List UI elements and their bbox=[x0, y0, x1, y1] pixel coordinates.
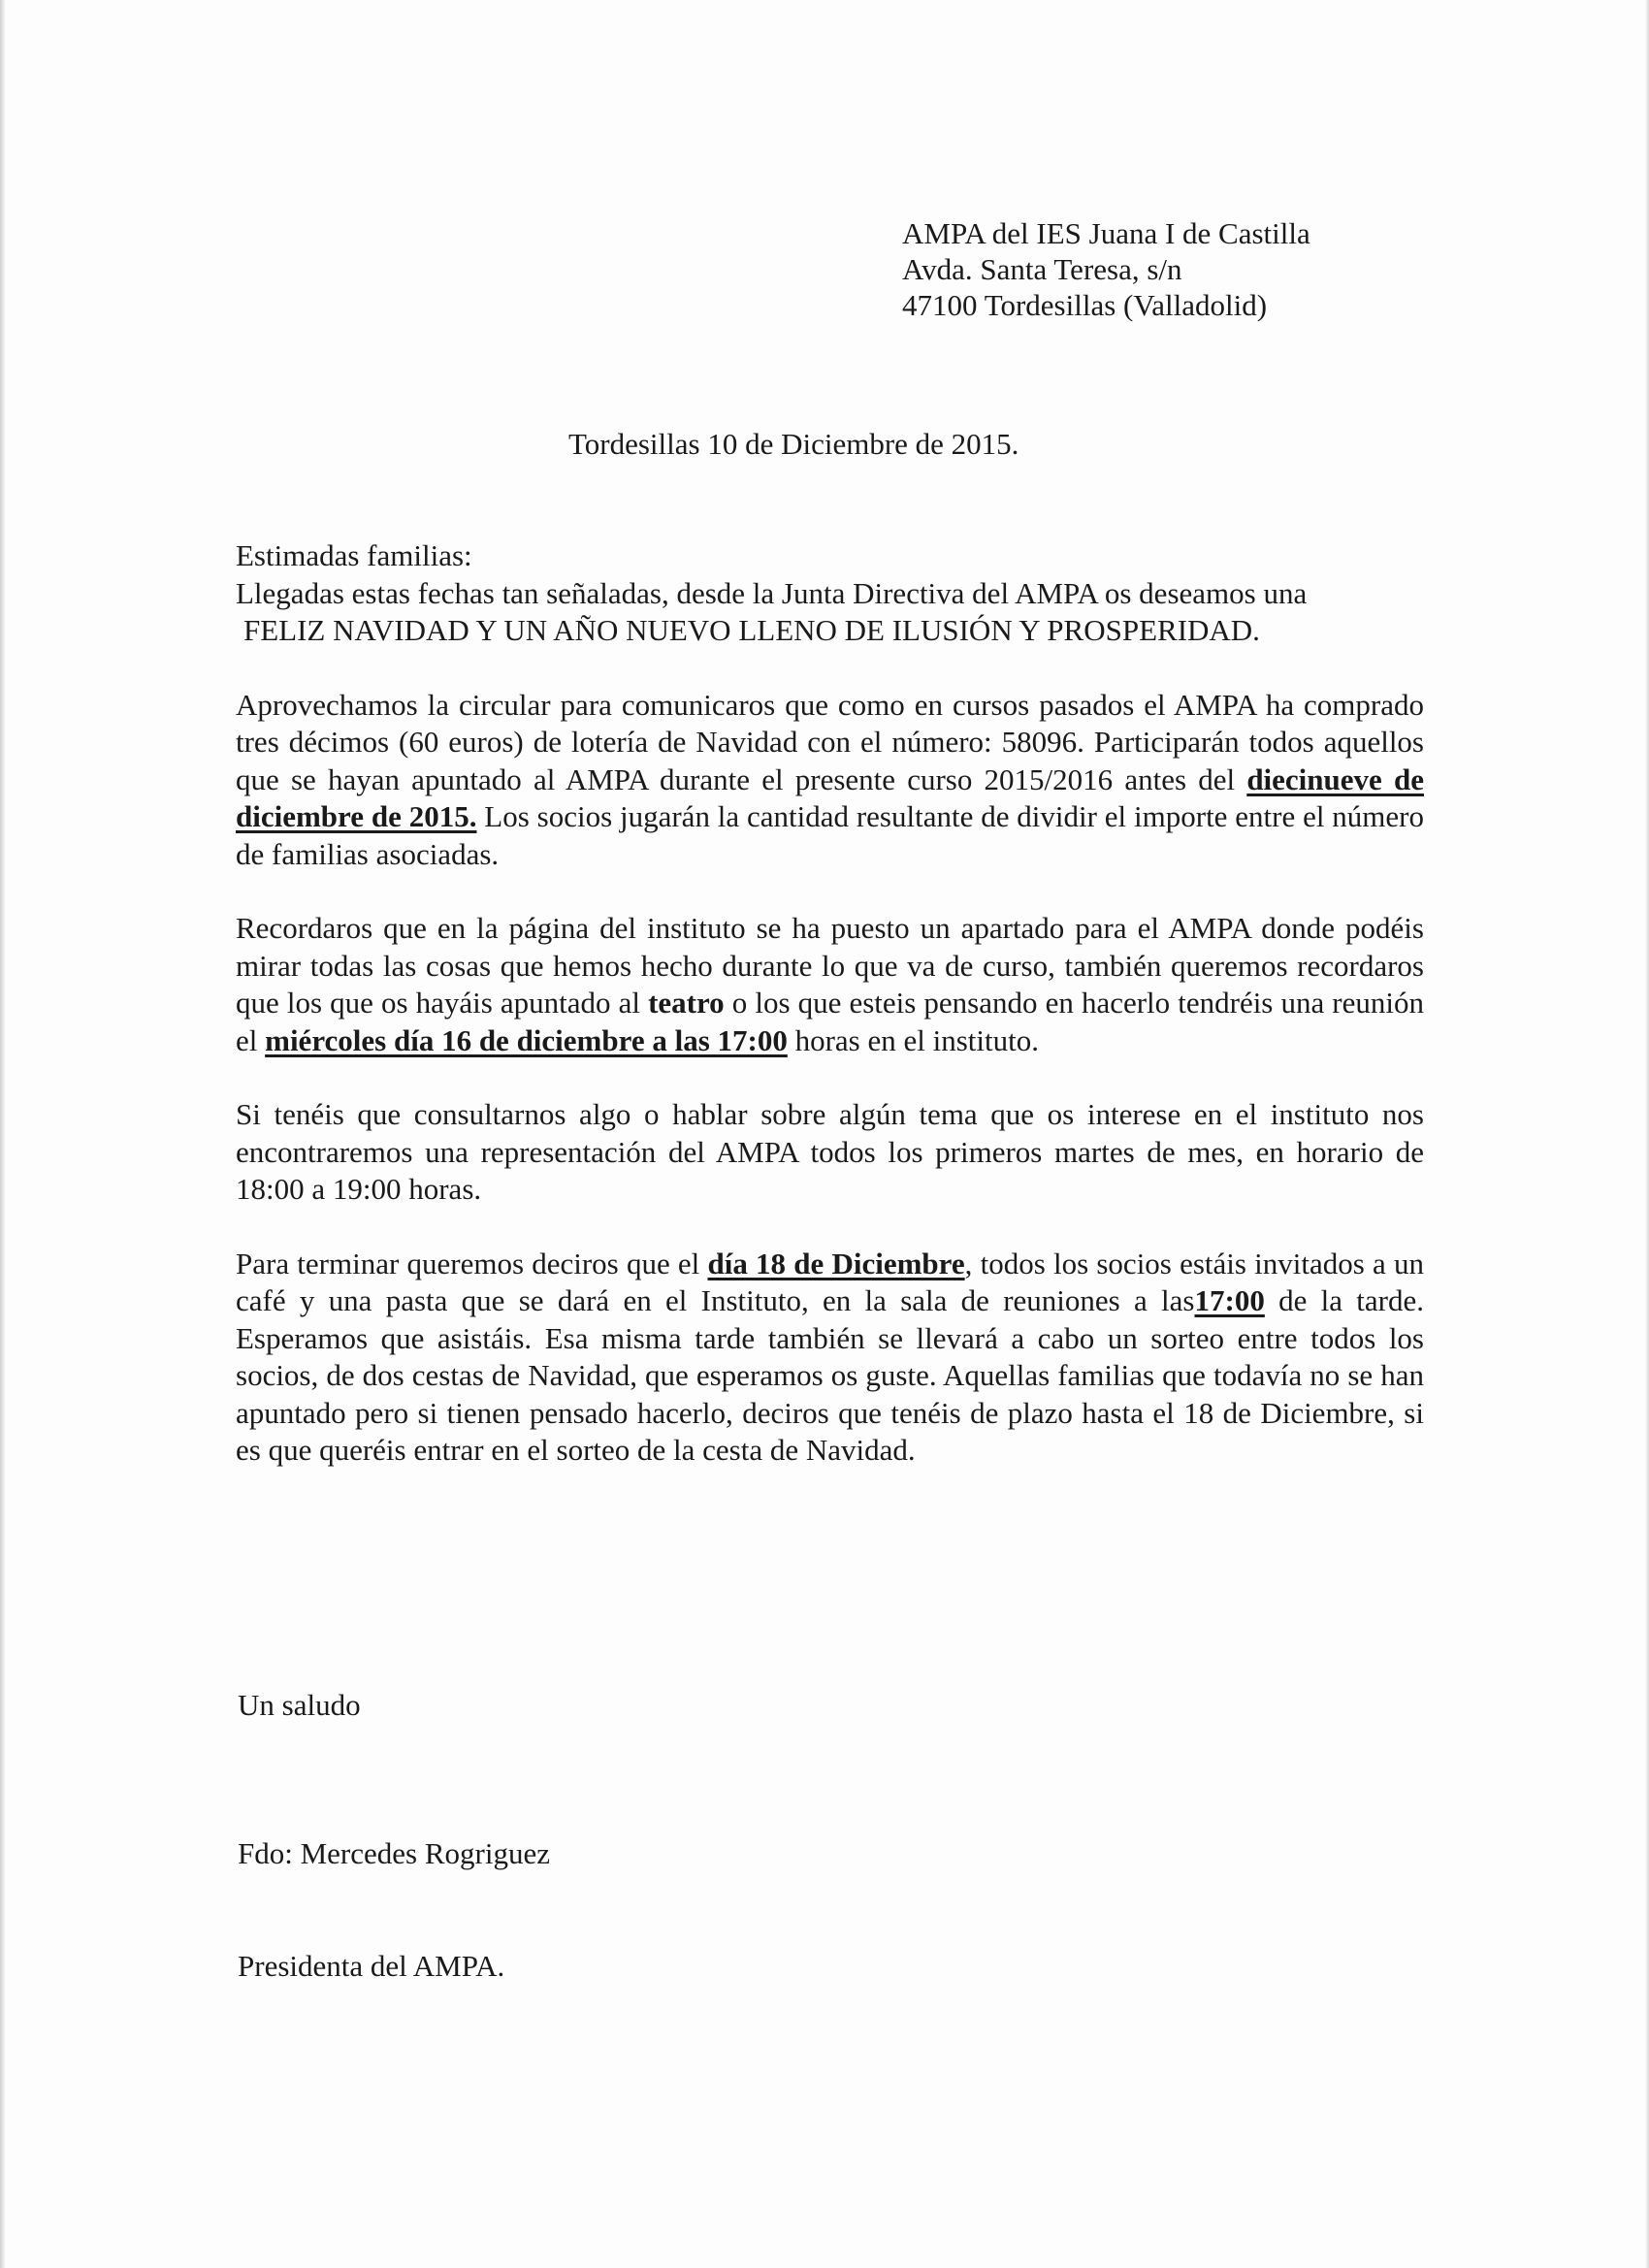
paragraph-theatre-text-b: o los que esteis pensando en hacerlo tendréis una reunión el bbox=[236, 986, 1425, 1057]
sender-line-2: Avda. Santa Teresa, s/n bbox=[902, 252, 1182, 286]
signature-line: Fdo: Mercedes Rogriguez bbox=[238, 1836, 550, 1870]
paragraph-event-text-c: de la tarde. Esperamos que asistáis. Esa misma tarde también se llevará a cabo un sorteo entre todos los socios, de dos cestas de Navidad, que esperamos os guste. Aquellas familias que todavía no se han apuntado pero si tienen pensado hacerlo, deciros que tenéis de plazo hasta el 18 de Diciembre, si es que queréis entrar en el sorteo de la cesta de Navidad. bbox=[236, 1283, 1425, 1467]
paragraph-lottery-text-a: Aprovechamos la circular para comunicaros que como en cursos pasados el AMPA ha comprado tres décimos (60 euros) de lotería de Navidad con el número: 58096. Participarán todos aquellos que se hayan apuntado al AMPA durante el presente curso 2015/2016 antes del bbox=[236, 687, 1424, 796]
scan-edge-left bbox=[0, 0, 6, 2268]
sender-line-1: AMPA del IES Juana I de Castilla bbox=[902, 216, 1310, 250]
sender-address bbox=[902, 215, 1310, 323]
salutation: Estimadas familias: bbox=[236, 538, 472, 572]
scan-edge-right bbox=[1645, 0, 1649, 2268]
meeting-date: miércoles día 16 de diciembre a las 17:00 bbox=[265, 1022, 788, 1057]
letter-date: Tordesillas 10 de Diciembre de 2015. bbox=[568, 427, 1019, 461]
theatre-word: teatro bbox=[648, 986, 725, 1020]
paragraph-christmas-event bbox=[236, 1246, 1424, 1470]
event-time: 17:00 bbox=[1194, 1283, 1265, 1317]
paragraph-event-text-b: , todos los socios estáis invitados a un café y una pasta que se dará en el Instituto, en la sala de reuniones a las bbox=[236, 1246, 1424, 1317]
paragraph-lottery bbox=[236, 687, 1424, 874]
paragraph-theatre-text-c: horas en el instituto. bbox=[787, 1022, 1039, 1057]
letter-body bbox=[236, 537, 1424, 1470]
event-date: día 18 de Diciembre bbox=[707, 1246, 965, 1280]
signer-role: Presidenta del AMPA. bbox=[238, 1949, 505, 1983]
farewell: Un saludo bbox=[238, 1688, 361, 1722]
greeting-line-1: Llegadas estas fechas tan señaladas, desde la Junta Directiva del AMPA os deseamos una bbox=[236, 575, 1308, 610]
sender-line-3: 47100 Tordesillas (Valladolid) bbox=[902, 288, 1268, 322]
paragraph-theatre bbox=[236, 910, 1424, 1059]
paragraph-lottery-text-b: Los socios jugarán la cantidad resultante de dividir el importe entre el número de familias asociadas. bbox=[236, 799, 1424, 871]
lottery-deadline: diecinueve de diciembre de 2015. bbox=[236, 761, 1424, 833]
paragraph-theatre-text-a: Recordaros que en la página del instituto se ha puesto un apartado para el AMPA donde podéis mirar todas las cosas que hemos hecho durante lo que va de curso, también queremos recordaros que los que os hayáis apuntado al bbox=[236, 911, 1424, 1020]
greeting-line-2: FELIZ NAVIDAD Y UN AÑO NUEVO LLENO DE ILUSIÓN Y PROSPERIDAD. bbox=[243, 613, 1260, 647]
paragraph-event-text-a: Para terminar queremos deciros que el bbox=[236, 1246, 708, 1280]
paragraph-contact: Si tenéis que consultarnos algo o hablar sobre algún tema que os interese en el instituto nos encontraremos una representación del AMPA todos los primeros martes de mes, en horario de 18:00 a 19:00 horas. bbox=[236, 1097, 1424, 1206]
